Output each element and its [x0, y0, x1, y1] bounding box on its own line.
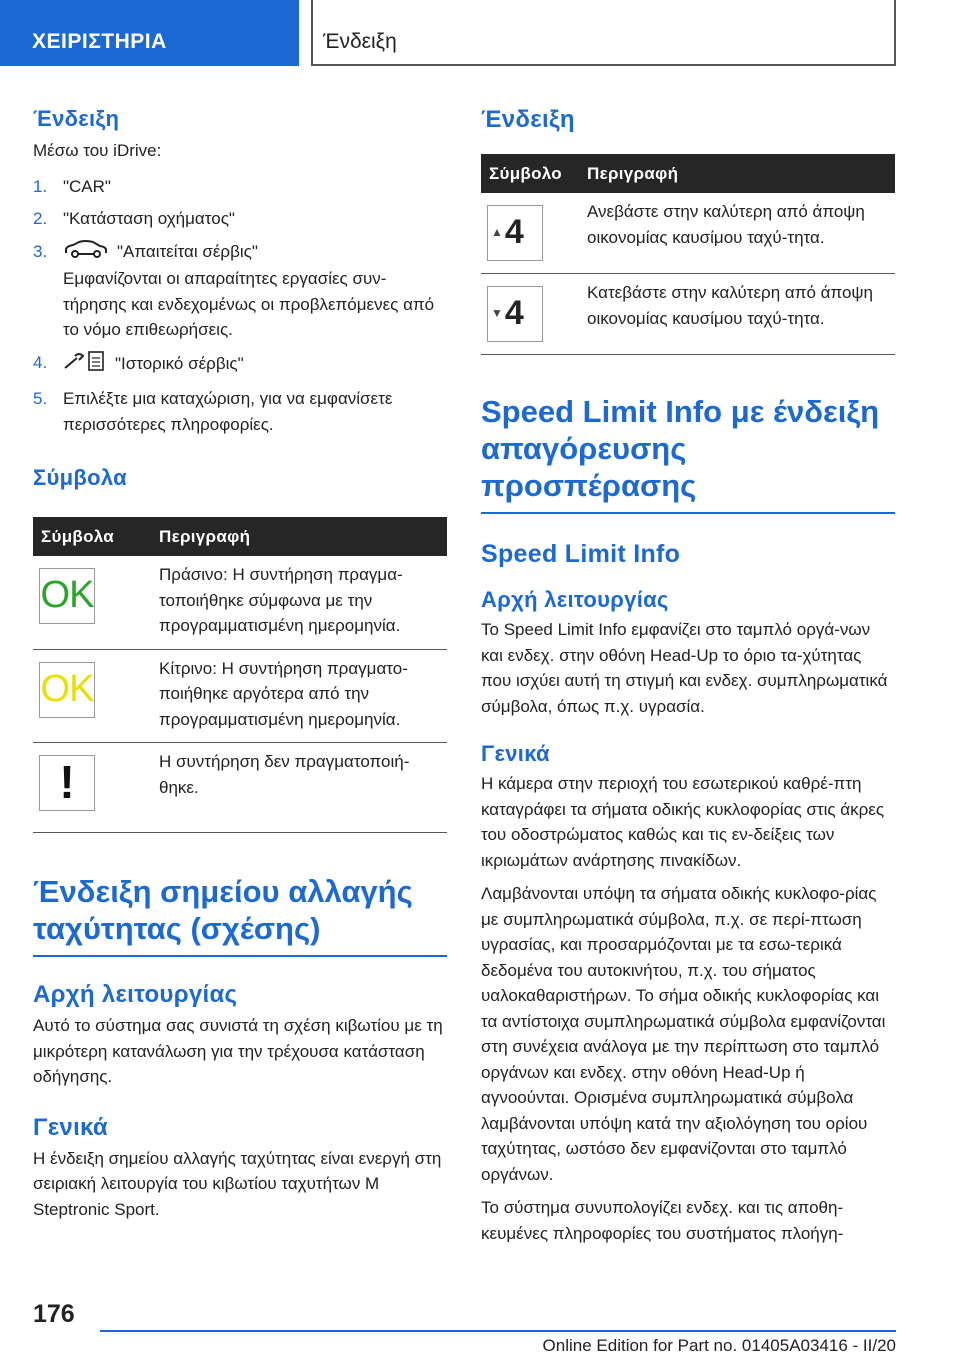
list-item: 3. "Απαιτείται σέρβις" Εμφανίζονται οι απαραίτητες εργασίες συν-τήρησης και ενδεχομένως οι προβλεπόμενες από το νόμο επιθεωρήσεις. — [33, 239, 447, 343]
table-header: Σύμβολο — [481, 154, 581, 193]
up-arrow-icon: ▲ — [491, 225, 503, 240]
principle-heading: Αρχή λειτουργίας — [33, 981, 238, 1008]
divider — [33, 955, 447, 957]
speed-limit-heading: Speed Limit Info με ένδειξη απαγόρευσης προσπέρασης — [481, 394, 880, 503]
principle-text: Αυτό το σύστημα σας συνιστά τη σχέση κιβωτίου με τη μικρότερη κατανάλωση για την τρέχουσα κατάσταση οδήγησης. — [33, 1016, 443, 1086]
table-row: ▲ 4 Ανεβάστε στην καλύτερη από άποψη οικονομίας καυσίμου ταχύ-τητα. — [481, 193, 895, 274]
gear-symbols-table — [481, 154, 895, 355]
symbols-table — [33, 517, 447, 833]
list-item: 5. Επιλέξτε μια καταχώριση, για να εμφανίσετε περισσότερες πληροφορίες. — [33, 389, 393, 434]
via-idrive-text: Μέσω του iDrive: — [33, 141, 162, 160]
divider — [481, 512, 895, 514]
page-number: 176 — [33, 1300, 75, 1328]
downshift-icon: ▼ 4 — [487, 286, 543, 342]
general-text-3: Το σύστημα συνυπολογίζει ενδεχ. και τις αποθη-κευμένες πληροφορίες του συστήματος πλοήγη- — [481, 1198, 844, 1243]
table-row: OK Πράσινο: Η συντήρηση πραγμα-τοποιήθηκε σύμφωνα με την προγραμματισμένη ημερομηνία. — [33, 556, 447, 649]
indication-heading: Ένδειξη — [481, 106, 575, 133]
down-arrow-icon: ▼ — [491, 306, 503, 321]
symbols-heading: Σύμβολα — [33, 465, 127, 490]
upshift-icon: ▲ 4 — [487, 205, 543, 261]
exclamation-icon: ! — [39, 755, 95, 811]
table-header: Περιγραφή — [153, 517, 447, 556]
edition-text: Online Edition for Part no. 01405A03416 - II/20 — [542, 1336, 896, 1355]
principle-heading: Αρχή λειτουργίας — [481, 587, 669, 612]
shift-indicator-heading: Ένδειξη σημείου αλλαγής ταχύτητας (σχέσης) — [33, 874, 413, 946]
list-item: 2. "Κατάσταση οχήματος" — [33, 209, 235, 228]
topic-tab: Ένδειξη — [311, 0, 896, 66]
ok-green-icon: OK — [39, 568, 95, 624]
table-row: OK Κίτρινο: Η συντήρηση πραγματο-ποιήθηκε αργότερα από την προγραμματισμένη ημερομηνία. — [33, 649, 447, 743]
ok-yellow-icon: OK — [39, 662, 95, 718]
table-header: Σύμβολα — [33, 517, 153, 556]
car-icon — [63, 239, 109, 267]
general-heading: Γενικά — [33, 1113, 108, 1141]
sli-heading: Speed Limit Info — [481, 540, 681, 568]
table-header: Περιγραφή — [581, 154, 895, 193]
service-history-icon — [63, 350, 107, 380]
footer-divider — [100, 1330, 896, 1332]
general-heading: Γενικά — [481, 741, 550, 766]
left-column — [33, 96, 447, 1222]
right-column — [481, 96, 895, 1246]
principle-text: Το Speed Limit Info εμφανίζει στο ταμπλό οργά-νων και ενδεχ. στην οθόνη Head-Up το όριο τα-χύτητας που ισχύει αυτή τη στιγμή και ενδεχ. συμπληρωματικά σύμβολα, όπως π.χ. υγρασία. — [481, 620, 888, 716]
general-text-2: Λαμβάνονται υπόψη τα σήματα οδικής κυκλοφο-ρίας με συμπληρωματικά σύμβολα, π.χ. σε περί-πτωση υγρασίας, και προσαρμόζονται με τα εσω-τερικά δεδομένα του αυτοκινήτου, π.χ. του σήματος υαλοκαθαριστήρων. Το σήμα οδικής κυκλοφορίας και τα αντίστοιχα συμπληρωματικά σύμβολα εμφανίζονται στη συνέχεια ανάλογα με την περίπτωση στο ταμπλό οργάνων και ενδεχ. στην οθόνη Head-Up ή αγνοούνται. Ορισμένα συμπληρωματικά σύμβολα λαμβάνονται υπόψη κατά την αξιολόγηση του ορίου ταχύτητας, ωστόσο δεν εμφανίζονται στο ταμπλό οργάνων. — [481, 884, 886, 1184]
list-item: 4. "Ιστορικό σέρβις" — [33, 350, 447, 380]
table-row: ! Η συντήρηση δεν πραγματοποιή-θηκε. — [33, 743, 447, 833]
general-text-1: Η κάμερα στην περιοχή του εσωτερικού καθρέ-πτη καταγράφει τα σήματα οδικής κυκλοφορίας στις άκρες του οδοστρώματος καθώς και τις εν-δείξεις των ικριωμάτων ανάρτησης πινακίδων. — [481, 774, 885, 870]
general-text: Η ένδειξη σημείου αλλαγής ταχύτητας είναι ενεργή στη σειριακή λειτουργία του κιβωτίου ταχυτήτων M Steptronic Sport. — [33, 1148, 442, 1219]
indication-heading: Ένδειξη — [33, 106, 120, 131]
step-list — [33, 174, 447, 438]
list-item: 1. "CAR" — [33, 176, 111, 196]
section-tab: ΧΕΙΡΙΣΤΗΡΙΑ — [0, 0, 299, 66]
table-row: ▼ 4 Κατεβάστε στην καλύτερη από άποψη οικονομίας καυσίμου ταχύ-τητα. — [481, 274, 895, 355]
